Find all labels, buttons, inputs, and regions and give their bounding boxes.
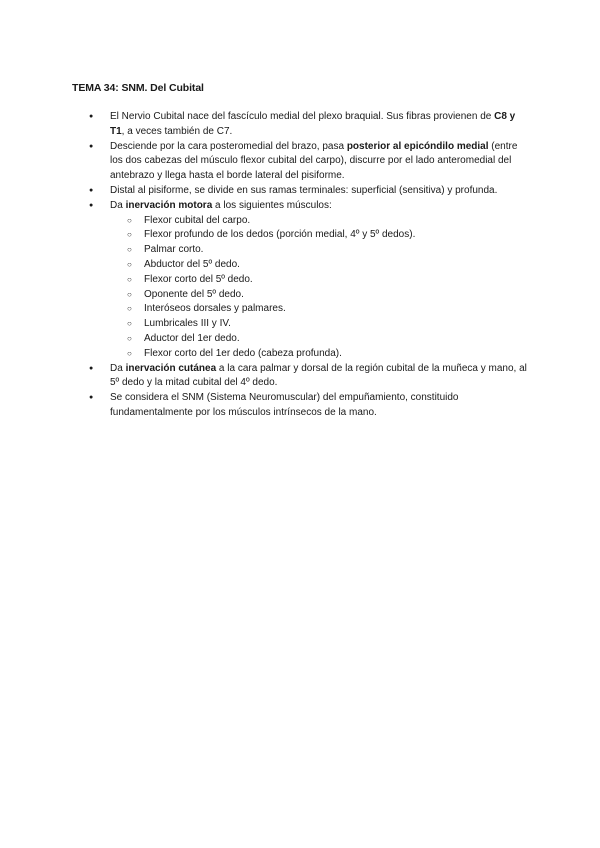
list-item-text: (entre los dos cabezas del músculo flexor cubital del carpo), discurre por el lado anteromedial del antebrazo y llega hasta el borde lateral del pisiforme. (110, 140, 518, 182)
list-item-text: Se considera el SNM (Sistema Neuromuscular) del empuñamiento, constituido fundamentalmente por los músculos intrínsecos de la mano. (110, 392, 459, 418)
list-item-text: Da (110, 199, 126, 211)
sub-list-item: ○ Flexor cubital del carpo. (110, 214, 532, 229)
list-item-bold-text: posterior al epicóndilo medial (346, 140, 489, 152)
sub-list-item: ○ Oponente del 5º dedo. (110, 288, 532, 303)
list-item (72, 140, 532, 184)
list-item-bold-text: inervación motora (125, 199, 213, 211)
list-item-text: El Nervio Cubital nace del fascículo medial del plexo braquial. Sus fibras provienen de (110, 111, 495, 122)
list-item-text: Distal al pisiforme, se divide en sus ramas terminales: superficial (sensitiva) y profunda. (110, 184, 498, 196)
list-item-text: a los siguientes músculos: (212, 199, 332, 211)
list-item (72, 110, 532, 140)
list-item (72, 184, 532, 199)
document-body (72, 110, 532, 421)
page-title: TEMA 34: SNM. Del Cubital (72, 82, 204, 94)
list-item-text: Da (110, 362, 126, 374)
sub-list-item: ○ Lumbricales III y IV. (110, 317, 532, 332)
list-item-bold-text: C8 y T1 (110, 111, 516, 137)
sub-list-item: ○ Aductor del 1er dedo. (110, 332, 532, 347)
list-item-text: , a veces también de C7. (121, 125, 233, 137)
sub-list-item: ○ Abductor del 5º dedo. (110, 258, 532, 273)
sub-list-item: ○ Flexor profundo de los dedos (porción medial, 4º y 5º dedos). (110, 228, 532, 243)
sub-list-item: ○ Flexor corto del 1er dedo (cabeza profunda). (110, 347, 532, 362)
list-item-text: Desciende por la cara posteromedial del brazo, pasa (110, 140, 347, 152)
list-item (72, 362, 532, 392)
list-item (72, 199, 532, 362)
muscle-sub-list (110, 214, 532, 362)
sub-list-item: ○ Flexor corto del 5º dedo. (110, 273, 532, 288)
main-bullet-list (72, 110, 532, 421)
list-item-bold-text: inervación cutánea (125, 362, 217, 374)
sub-list-item: ○ Interóseos dorsales y palmares. (110, 302, 532, 317)
sub-list-item: ○ Palmar corto. (110, 243, 532, 258)
list-item-text: a la cara palmar y dorsal de la región cubital de la muñeca y mano, al 5º dedo y la mitad cubital del 4º dedo. (110, 362, 527, 389)
list-item (72, 391, 532, 421)
